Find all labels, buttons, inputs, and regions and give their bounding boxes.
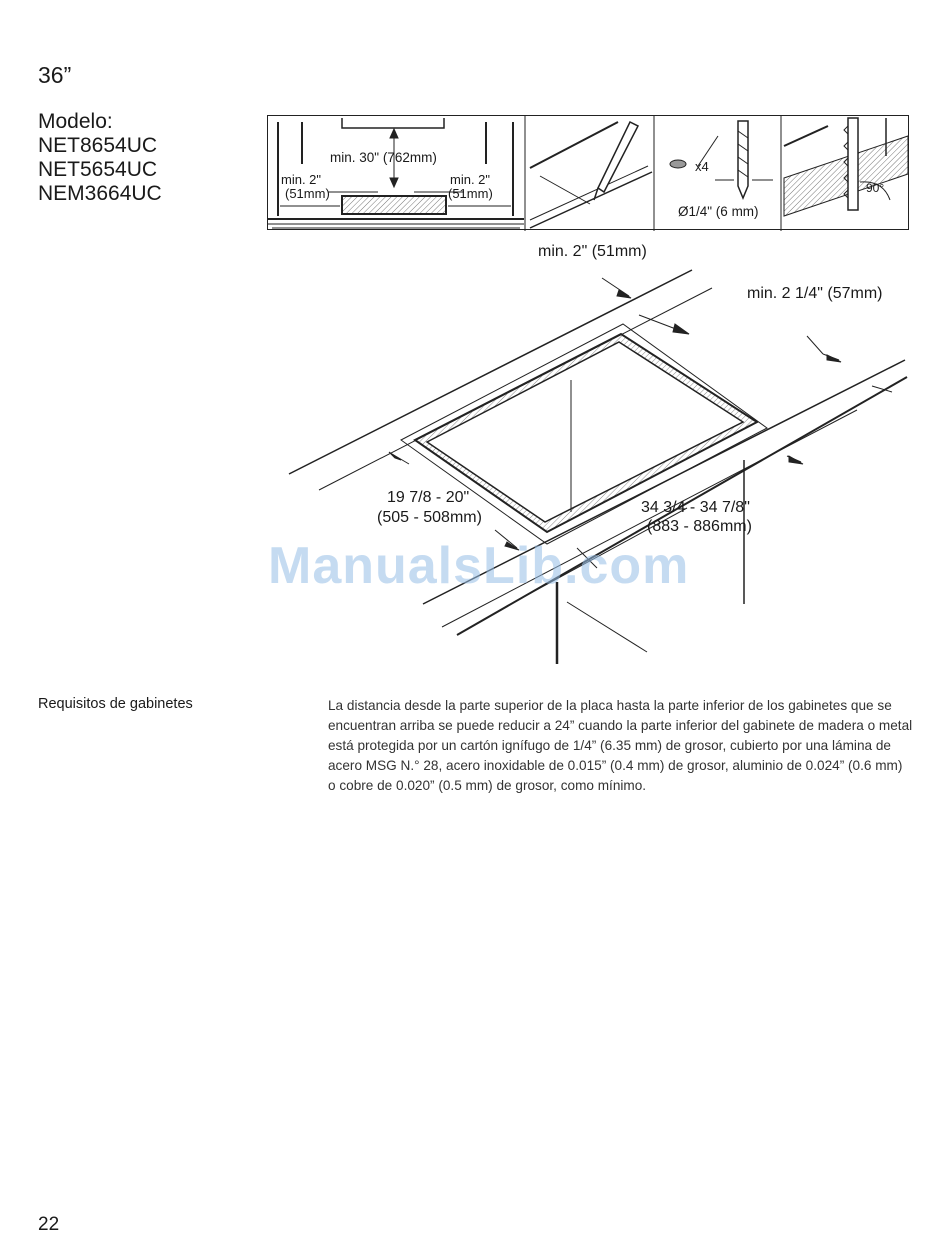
watermark: ManualsLib.com xyxy=(268,537,690,595)
model-item: NET5654UC xyxy=(38,158,158,181)
model-label: Modelo: xyxy=(38,110,113,133)
size-title: 36” xyxy=(38,62,72,88)
drill-size-label: Ø1/4" (6 mm) xyxy=(678,204,759,219)
saw-blade-icon xyxy=(848,118,858,210)
side-clearance-label: min. 2 1/4" (57mm) xyxy=(747,285,883,302)
min-30-label: min. 30" (762mm) xyxy=(330,150,437,165)
section-body: La distancia desde la parte superior de la placa hasta la parte inferior de los gabinetes que se encuentran arriba se puede reducir a 24” cuando la parte inferior del gabinete de madera o metal está protegida por un cartón ignífugo de 1/4” (6.35 mm) de grosor, cubierto por una lámina de acero MSG N.° 28, acero inoxidable de 0.015” (0.4 mm) de grosor, aluminio de 0.024” (0.6 mm) o cobre de 0.020” (0.5 mm) de grosor, como mínimo. xyxy=(328,698,913,793)
cutout-width-label: 34 3/4 - 34 7/8" xyxy=(641,499,750,516)
cutout-depth-mm-label: (505 - 508mm) xyxy=(377,509,482,526)
min-2-left-mm-label: (51mm) xyxy=(285,186,330,201)
step-cutting-illustration xyxy=(784,118,908,216)
model-list xyxy=(38,110,162,206)
cutout-dimensions-drawing xyxy=(267,232,917,672)
min-2-right-mm-label: (51mm) xyxy=(448,186,493,201)
screw-count-label: x4 xyxy=(695,159,709,174)
cutout-dimensions-diagram xyxy=(267,232,917,677)
min-2-left-label: min. 2" xyxy=(281,172,322,187)
model-item: NEM3664UC xyxy=(38,182,162,205)
step-drill-illustration xyxy=(670,121,773,198)
cutout-depth-label: 19 7/8 - 20" xyxy=(387,489,470,506)
section-heading: Requisitos de gabinetes xyxy=(38,696,193,712)
model-item: NET8654UC xyxy=(38,134,158,157)
page-number: 22 xyxy=(38,1214,60,1235)
angle-label: 90° xyxy=(866,181,885,195)
cutout-width-mm-label: (883 - 886mm) xyxy=(647,518,752,535)
min-2-right-label: min. 2" xyxy=(450,172,491,187)
countertop-outline xyxy=(289,270,907,664)
installation-steps-drawing xyxy=(268,116,910,231)
installation-steps-panel xyxy=(267,115,909,230)
step-marking-illustration xyxy=(530,122,652,228)
screw-icon xyxy=(670,160,686,168)
rear-clearance-label: min. 2" (51mm) xyxy=(538,243,647,260)
